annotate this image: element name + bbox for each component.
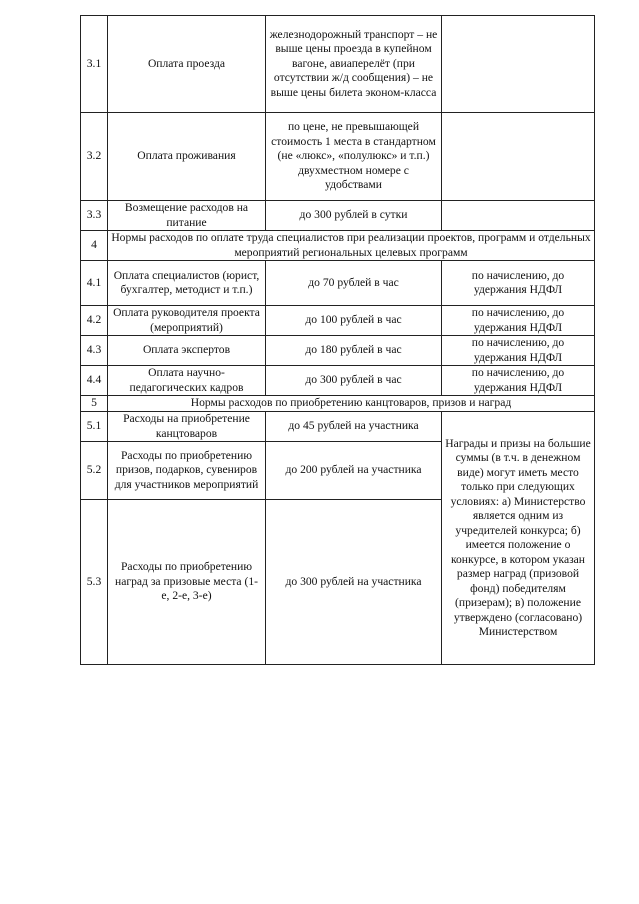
table-row xyxy=(81,113,595,201)
row-number: 4.3 xyxy=(81,336,108,366)
section-row xyxy=(81,231,595,261)
norms-table xyxy=(80,15,595,665)
row-number: 3.2 xyxy=(81,113,108,201)
row-number: 5.2 xyxy=(81,442,108,500)
row-number: 4.4 xyxy=(81,366,108,396)
table-row xyxy=(81,306,595,336)
section-title: Нормы расходов по приобретению канцтоваров, призов и наград xyxy=(108,396,595,412)
row-number: 4.2 xyxy=(81,306,108,336)
row-number: 3.3 xyxy=(81,201,108,231)
section-title: Нормы расходов по оплате труда специалистов при реализации проектов, программ и отдельных мероприятий региональных целевых программ xyxy=(108,231,595,261)
expense-norm: до 200 рублей на участника xyxy=(266,442,442,500)
row-number: 3.1 xyxy=(81,16,108,113)
expense-norm: до 45 рублей на участника xyxy=(266,412,442,442)
table-row xyxy=(81,201,595,231)
row-number: 4.1 xyxy=(81,261,108,306)
expense-name: Оплата проезда xyxy=(108,16,266,113)
expense-norm: до 300 рублей в час xyxy=(266,366,442,396)
section-number: 4 xyxy=(81,231,108,261)
expense-note: по начислению, до удержания НДФЛ xyxy=(442,336,595,366)
row-number: 5.3 xyxy=(81,500,108,665)
row-number: 5.1 xyxy=(81,412,108,442)
expense-note: по начислению, до удержания НДФЛ xyxy=(442,366,595,396)
table-row xyxy=(81,412,595,442)
expense-name: Расходы по приобретению наград за призовые места (1-е, 2-е, 3-е) xyxy=(108,500,266,665)
expense-name: Расходы на приобретение канцтоваров xyxy=(108,412,266,442)
expense-norm: до 300 рублей на участника xyxy=(266,500,442,665)
expense-name: Оплата специалистов (юрист, бухгалтер, методист и т.п.) xyxy=(108,261,266,306)
expense-note xyxy=(442,113,595,201)
expense-name: Оплата научно-педагогических кадров xyxy=(108,366,266,396)
expense-norm: по цене, не превышающей стоимость 1 места в стандартном (не «люкс», «полулюкс» и т.п.) двухместном номере с удобствами xyxy=(266,113,442,201)
expense-norm: до 70 рублей в час xyxy=(266,261,442,306)
expense-norm: до 300 рублей в сутки xyxy=(266,201,442,231)
table-row xyxy=(81,336,595,366)
expense-norm: до 100 рублей в час xyxy=(266,306,442,336)
expense-name: Расходы по приобретению призов, подарков, сувениров для участников мероприятий xyxy=(108,442,266,500)
table-row xyxy=(81,261,595,306)
expense-name: Оплата экспертов xyxy=(108,336,266,366)
expense-name: Оплата руководителя проекта (мероприятий) xyxy=(108,306,266,336)
section-row xyxy=(81,396,595,412)
expense-norm: до 180 рублей в час xyxy=(266,336,442,366)
expense-note: по начислению, до удержания НДФЛ xyxy=(442,261,595,306)
expense-note: по начислению, до удержания НДФЛ xyxy=(442,306,595,336)
awards-note: Награды и призы на большие суммы (в т.ч. в денежном виде) могут иметь место только при следующих условиях: а) Министерство является одним из учредителей конкурса; б) имеется положение о конкурсе, в котором указан размер наград (призовой фонд) победителям (призерам); в) положение утверждено (согласовано) Министерством xyxy=(442,412,595,665)
expense-note xyxy=(442,16,595,113)
expense-note xyxy=(442,201,595,231)
expense-norm: железнодорожный транспорт – не выше цены проезда в купейном вагоне, авиаперелёт (при отсутствии ж/д сообщения) – не выше цены билета эконом-класса xyxy=(266,16,442,113)
expense-name: Оплата проживания xyxy=(108,113,266,201)
table-row xyxy=(81,366,595,396)
section-number: 5 xyxy=(81,396,108,412)
expense-name: Возмещение расходов на питание xyxy=(108,201,266,231)
table-row xyxy=(81,16,595,113)
